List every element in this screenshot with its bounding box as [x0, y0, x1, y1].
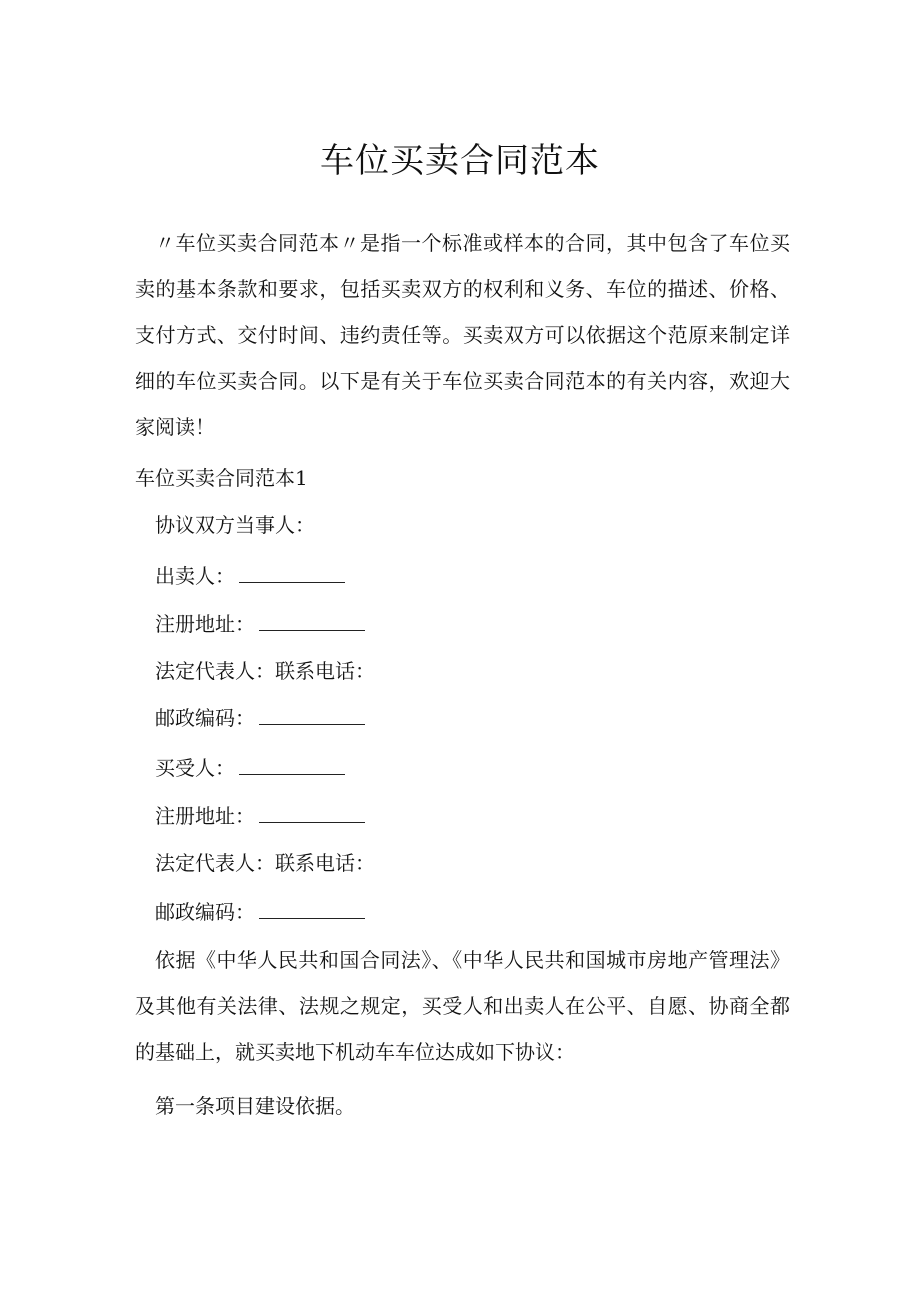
buyer-postcode-label: 邮政编码： — [155, 900, 255, 924]
seller-address-blank — [259, 629, 365, 631]
buyer-label: 买受人： — [155, 756, 235, 780]
seller-postcode-blank — [259, 723, 365, 725]
buyer-legal-rep-line: 法定代表人：联系电话： — [155, 851, 375, 875]
article-1: 第一条项目建设依据。 — [155, 1094, 355, 1118]
buyer-postcode-line — [155, 889, 365, 935]
seller-address-line — [155, 601, 365, 647]
buyer-address-blank — [259, 821, 365, 823]
intro-paragraph: 〃车位买卖合同范本〃是指一个标准或样本的合同，其中包含了车位买卖的基本条款和要求，包括买卖双方的权利和义务、车位的描述、价格、支付方式、交付时间、违约责任等。买卖双方可以依据这个范原来制定详细的车位买卖合同。以下是有关于车位买卖合同范本的有关内容，欢迎大家阅读！ — [135, 231, 790, 439]
buyer-address-line — [155, 793, 365, 839]
section-heading: 车位买卖合同范本1 — [135, 466, 308, 490]
seller-label: 出卖人： — [155, 564, 235, 588]
seller-blank — [239, 581, 345, 583]
buyer-blank — [239, 773, 345, 775]
parties-heading: 协议双方当事人： — [155, 513, 315, 537]
buyer-address-label: 注册地址： — [155, 804, 255, 828]
seller-line — [155, 553, 345, 599]
seller-legal-rep-line: 法定代表人：联系电话： — [155, 659, 375, 683]
buyer-line — [155, 745, 345, 791]
buyer-postcode-blank — [259, 917, 365, 919]
seller-postcode-line — [155, 695, 365, 741]
seller-postcode-label: 邮政编码： — [155, 706, 255, 730]
seller-address-label: 注册地址： — [155, 612, 255, 636]
document-title: 车位买卖合同范本 — [320, 141, 600, 181]
basis-paragraph: 依据《中华人民共和国合同法》、《中华人民共和国城市房地产管理法》及其他有关法律、法规之规定，买受人和出卖人在公平、自愿、协商全都的基础上，就买卖地下机动车车位达成如下协议： — [135, 948, 790, 1064]
